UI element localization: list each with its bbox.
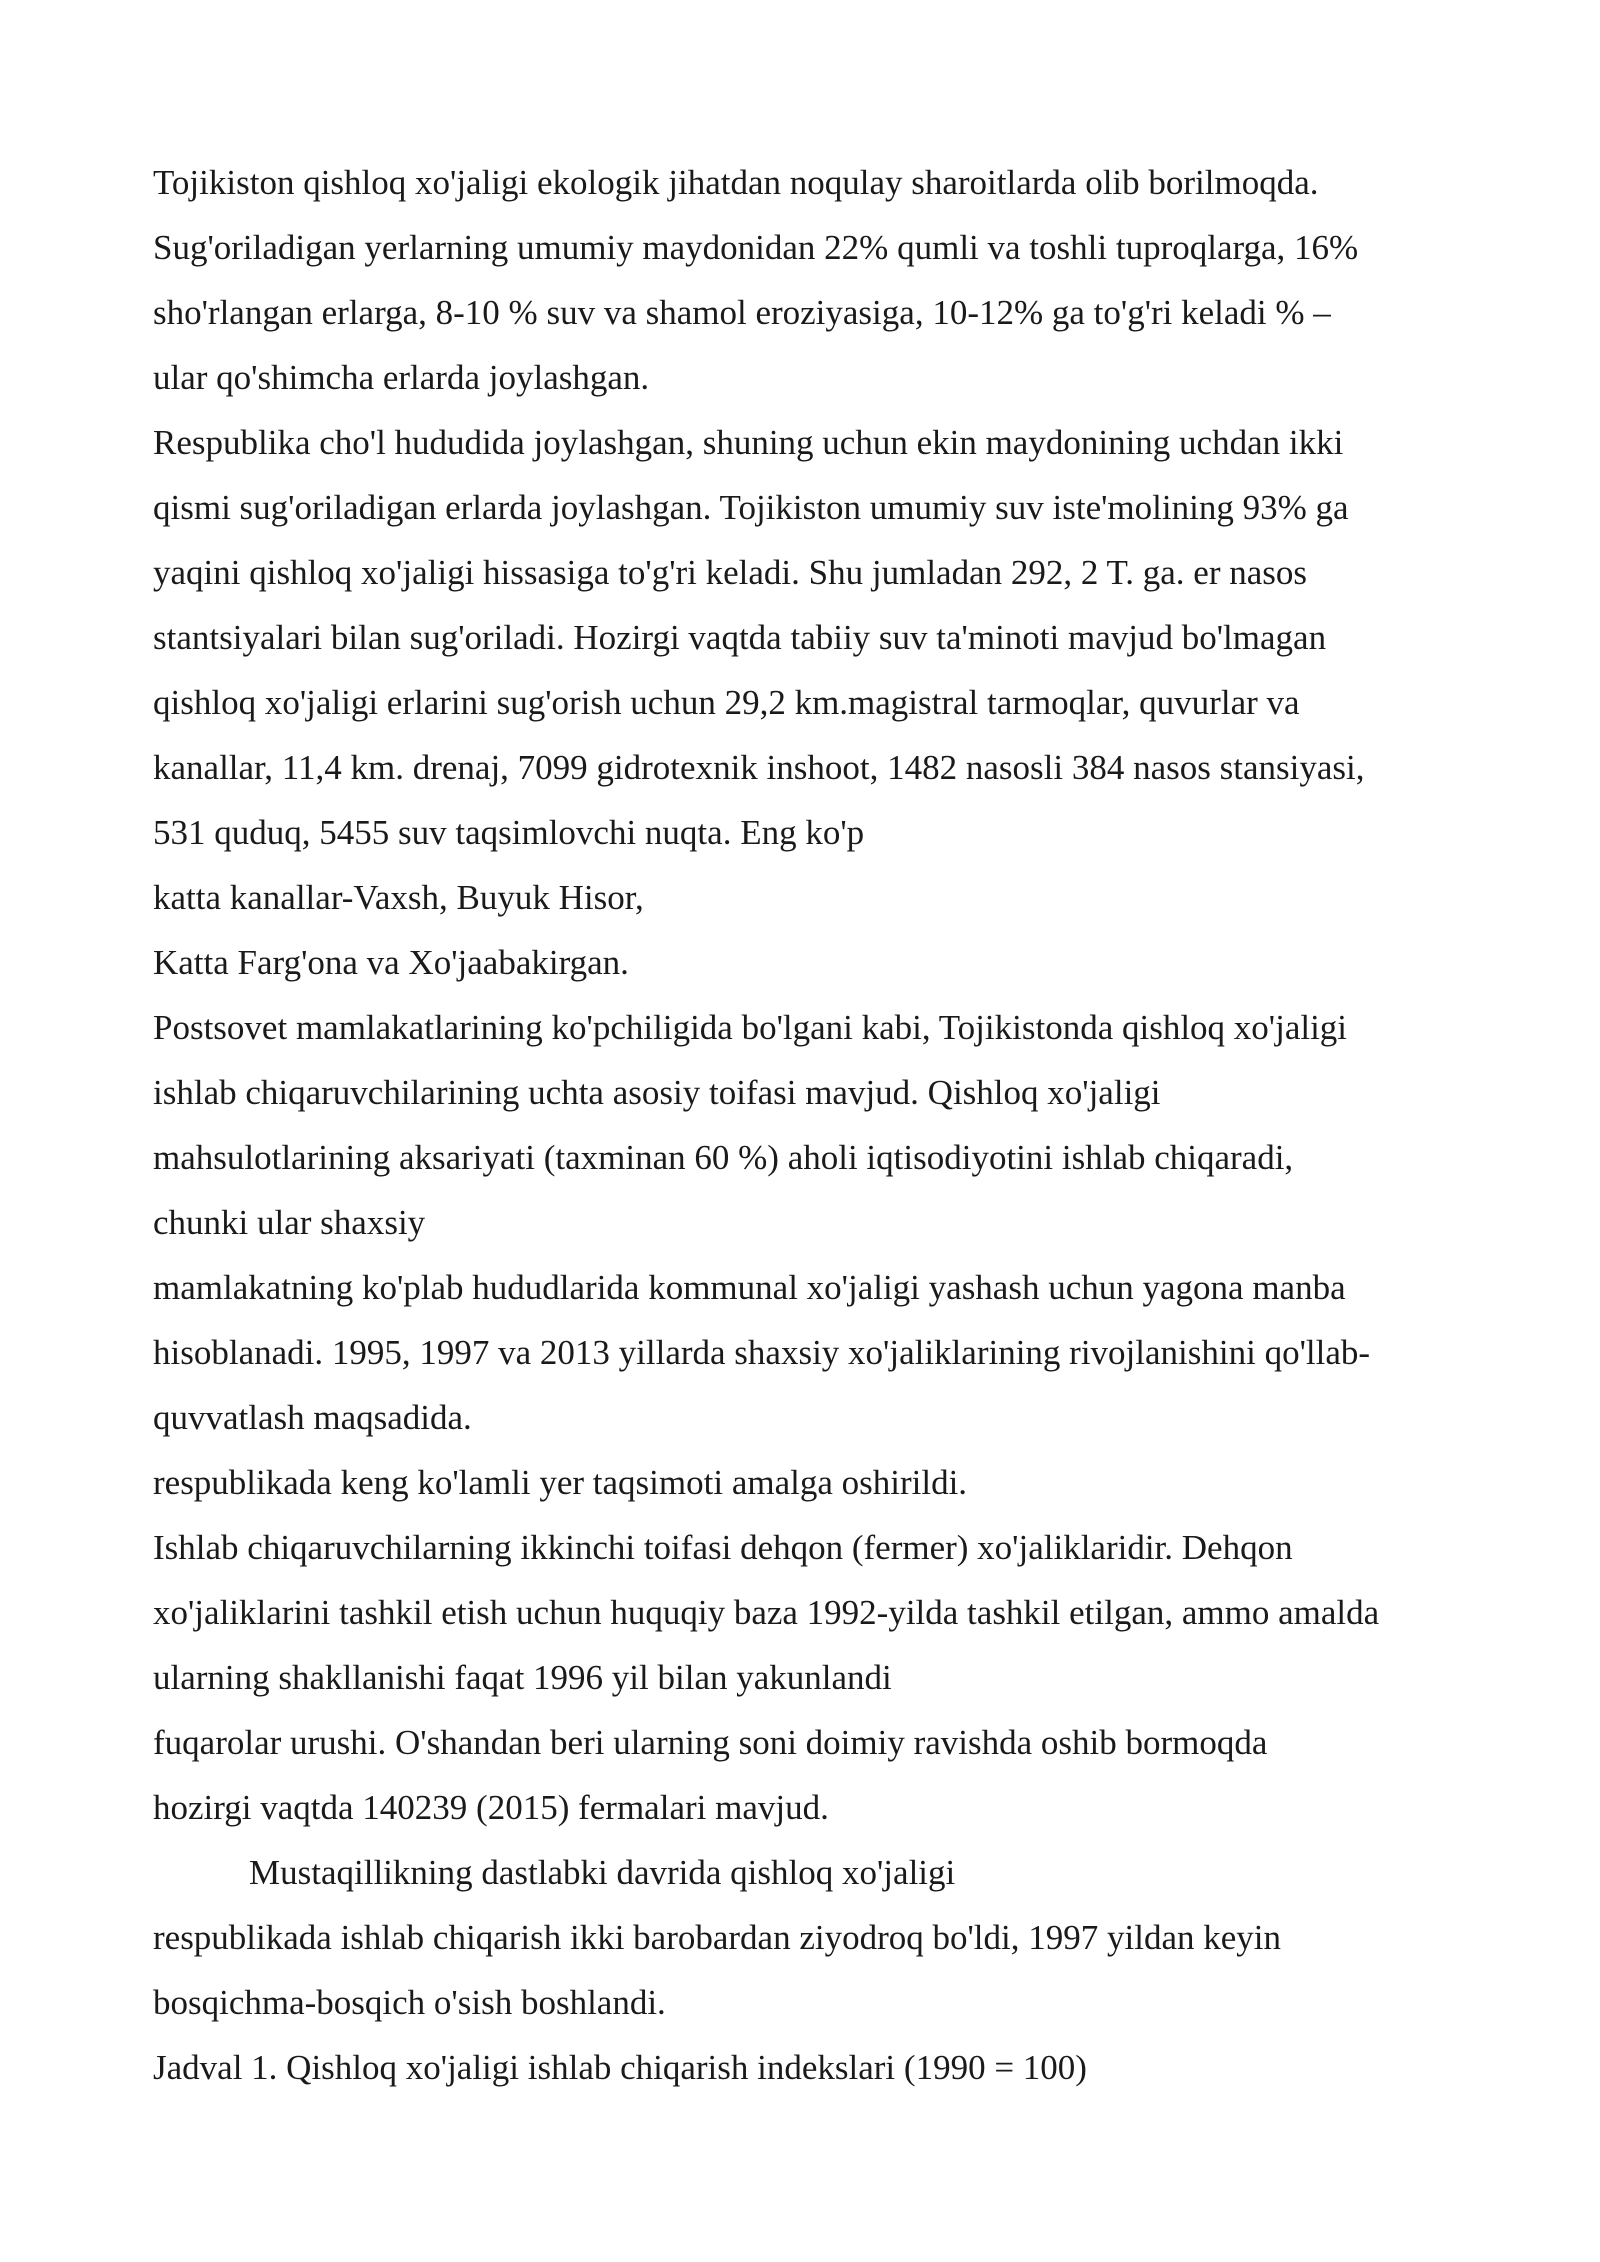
text-line: Katta Farg'ona va Xo'jaabakirgan. xyxy=(153,943,629,982)
text-line: mamlakatning ko'plab hududlarida kommunal xo'jaligi yashash uchun yagona manba xyxy=(153,1268,1346,1307)
text-line: stantsiyalari bilan sug'oriladi. Hozirgi vaqtda tabiiy suv ta'minoti mavjud bo'lmagan xyxy=(153,618,1327,657)
table-caption: Jadval 1. Qishloq xo'jaligi ishlab chiqarish indekslari (1990 = 100) xyxy=(153,2048,1087,2087)
text-line: Respublika cho'l hududida joylashgan, shuning uchun ekin maydonining uchdan ikki xyxy=(153,423,1344,462)
body-text xyxy=(153,150,1483,2100)
text-line: quvvatlash maqsadida. xyxy=(153,1398,472,1437)
text-line: Ishlab chiqaruvchilarning ikkinchi toifasi dehqon (fermer) xo'jaliklaridir. Dehqon xyxy=(153,1528,1293,1567)
text-line: bosqichma-bosqich o'sish boshlandi. xyxy=(153,1983,666,2022)
text-line: yaqini qishloq xo'jaligi hissasiga to'g'ri keladi. Shu jumladan 292, 2 T. ga. er nasos xyxy=(153,553,1308,592)
text-line: fuqarolar urushi. O'shandan beri ularning soni doimiy ravishda oshib bormoqda xyxy=(153,1723,1268,1762)
text-line: hozirgi vaqtda 140239 (2015) fermalari mavjud. xyxy=(153,1788,829,1827)
text-line: katta kanallar-Vaxsh, Buyuk Hisor, xyxy=(153,878,644,917)
text-line: ularning shakllanishi faqat 1996 yil bilan yakunlandi xyxy=(153,1658,892,1697)
text-line: 531 quduq, 5455 suv taqsimlovchi nuqta. Eng ko'p xyxy=(153,813,865,852)
text-line: respublikada ishlab chiqarish ikki barobardan ziyodroq bo'ldi, 1997 yildan keyin xyxy=(153,1918,1281,1957)
text-line: ular qo'shimcha erlarda joylashgan. xyxy=(153,358,650,397)
text-line: sho'rlangan erlarga, 8-10 % suv va shamol eroziyasiga, 10-12% ga to'g'ri keladi % – xyxy=(153,293,1331,332)
text-line: qismi sug'oriladigan erlarda joylashgan. Tojikiston umumiy suv iste'molining 93% ga xyxy=(153,488,1349,527)
text-line: respublikada keng ko'lamli yer taqsimoti amalga oshirildi. xyxy=(153,1463,968,1502)
text-line: Tojikiston qishloq xo'jaligi ekologik jihatdan noqulay sharoitlarda olib borilmoqda. xyxy=(153,163,1319,202)
text-line: chunki ular shaxsiy xyxy=(153,1203,426,1242)
text-line: hisoblanadi. 1995, 1997 va 2013 yillarda shaxsiy xo'jaliklarining rivojlanishini qo'llab- xyxy=(153,1333,1371,1372)
text-line-indented: Mustaqillikning dastlabki davrida qishloq xo'jaligi xyxy=(249,1853,956,1892)
text-line: kanallar, 11,4 km. drenaj, 7099 gidrotexnik inshoot, 1482 nasosli 384 nasos stansiyasi, xyxy=(153,748,1365,787)
text-line: Sug'oriladigan yerlarning umumiy maydonidan 22% qumli va toshli tuproqlarga, 16% xyxy=(153,228,1359,267)
text-line: ishlab chiqaruvchilarining uchta asosiy toifasi mavjud. Qishloq xo'jaligi xyxy=(153,1073,1161,1112)
text-line: Postsovet mamlakatlarining ko'pchiligida bo'lgani kabi, Tojikistonda qishloq xo'jaligi xyxy=(153,1008,1348,1047)
text-line: xo'jaliklarini tashkil etish uchun huquqiy baza 1992-yilda tashkil etilgan, ammo amalda xyxy=(153,1593,1380,1632)
text-line: qishloq xo'jaligi erlarini sug'orish uchun 29,2 km.magistral tarmoqlar, quvurlar va xyxy=(153,683,1300,722)
text-line: mahsulotlarining aksariyati (taxminan 60 %) aholi iqtisodiyotini ishlab chiqaradi, xyxy=(153,1138,1294,1177)
